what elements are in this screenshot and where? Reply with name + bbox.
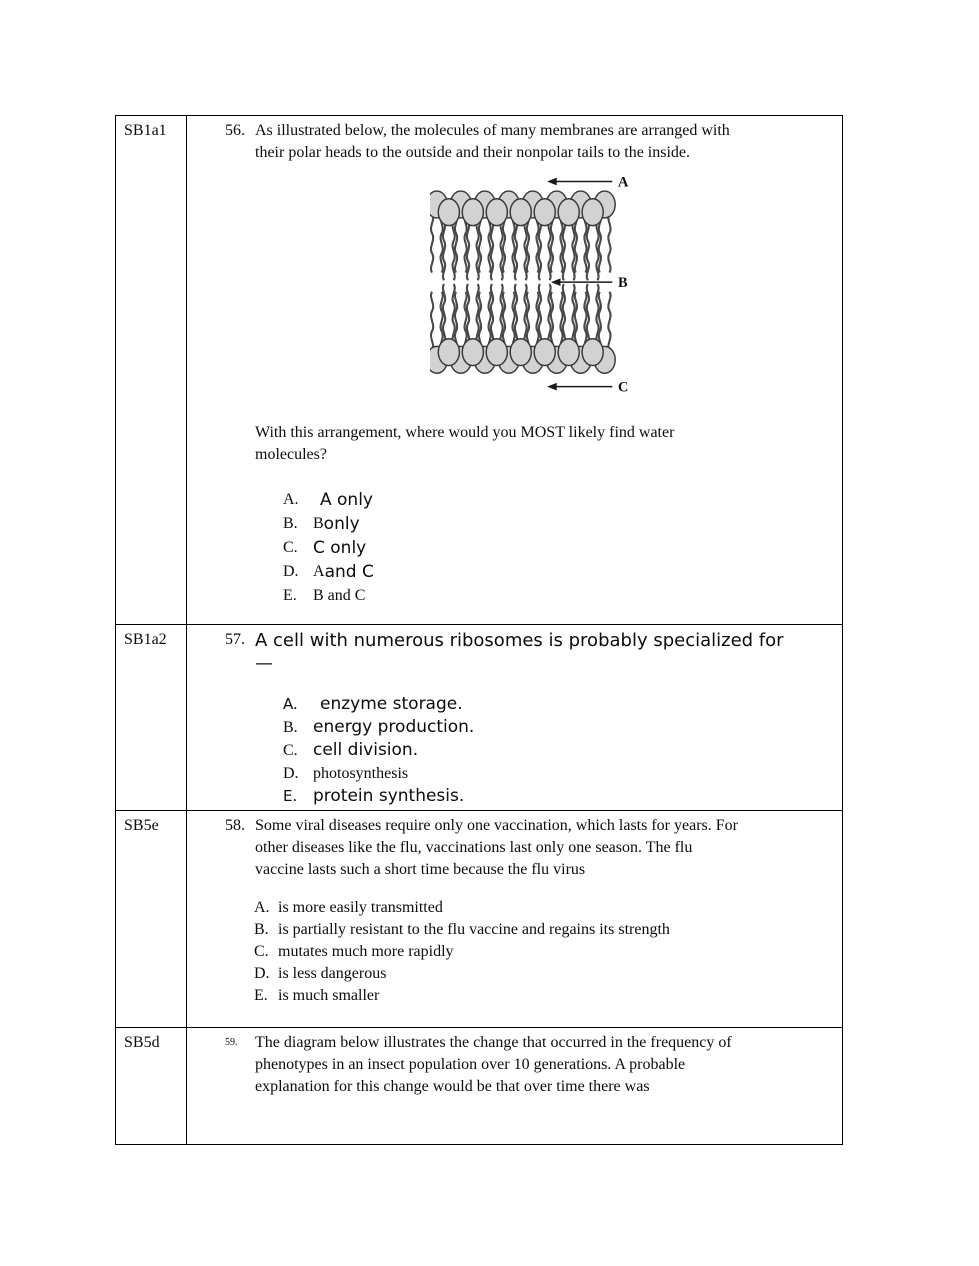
- standard-cell: SB5d: [116, 1028, 187, 1144]
- question-number: 57.: [225, 631, 245, 648]
- option-row: [283, 693, 834, 716]
- option-row: [283, 488, 834, 512]
- option-row: [283, 584, 834, 608]
- label-c: C: [618, 379, 629, 396]
- option-letter: E.: [283, 787, 298, 805]
- options-list: [283, 488, 834, 608]
- option-row: [254, 897, 834, 919]
- option-letter: C.: [283, 742, 298, 759]
- followup-question: [255, 422, 785, 466]
- option-row: [283, 762, 834, 785]
- question-cell: [187, 116, 842, 624]
- label-b: B: [618, 274, 628, 291]
- standard-cell: SB5e: [116, 811, 187, 1027]
- option-row: [283, 560, 834, 584]
- option-text: mutates much more rapidly: [278, 943, 454, 960]
- option-row: [283, 536, 834, 560]
- option-text: enzyme storage.: [320, 694, 463, 714]
- question-text-line: explanation for this change would be that over time there was: [255, 1078, 650, 1095]
- question-cell: [187, 811, 842, 1027]
- option-letter: D.: [283, 563, 299, 580]
- option-row: [254, 985, 834, 1007]
- option-row: [283, 739, 834, 762]
- standard-cell: SB1a1: [116, 116, 187, 624]
- question-cell: [187, 1028, 842, 1144]
- followup-line: With this arrangement, where would you MOST likely find water: [255, 424, 675, 441]
- option-text: is much smaller: [278, 987, 380, 1004]
- question-59: [225, 1032, 834, 1098]
- option-text: energy production.: [313, 717, 475, 737]
- label-a: A: [618, 174, 629, 191]
- question-text-line: Some viral diseases require only one vaccination, which lasts for years. For: [255, 817, 738, 834]
- option-letter: B.: [254, 921, 269, 938]
- question-58: [225, 815, 834, 881]
- option-row: [283, 716, 834, 739]
- option-letter: A.: [254, 899, 270, 916]
- option-row: [254, 963, 834, 985]
- arrow-b: [551, 278, 612, 286]
- question-number: 59.: [225, 1037, 238, 1048]
- option-text: only: [323, 514, 360, 534]
- membrane-diagram: [430, 170, 670, 402]
- question-text-line: As illustrated below, the molecules of many membranes are arranged with: [255, 122, 730, 139]
- option-text: is less dangerous: [278, 965, 387, 982]
- question-text-line: other diseases like the flu, vaccinations last only one season. The flu: [255, 839, 693, 856]
- option-text: protein synthesis.: [313, 786, 465, 806]
- option-text: A: [313, 563, 325, 580]
- options-list: [254, 897, 834, 1007]
- table-row: [116, 624, 842, 810]
- question-text-line: phenotypes in an insect population over 10 generations. A probable: [255, 1056, 686, 1073]
- lipid-top-front-row: [438, 199, 603, 280]
- question-text: [255, 120, 834, 164]
- option-row: [254, 941, 834, 963]
- question-text-line: The diagram below illustrates the change that occurred in the frequency of: [255, 1034, 732, 1051]
- option-letter: C.: [283, 539, 298, 556]
- question-table: [115, 115, 843, 1145]
- question-number: 56.: [225, 122, 245, 139]
- arrow-c: [547, 383, 612, 391]
- option-text: B: [313, 515, 324, 532]
- option-letter: D.: [254, 965, 270, 982]
- option-text: cell division.: [313, 740, 419, 760]
- question-text-line: vaccine lasts such a short time because the flu virus: [255, 861, 586, 878]
- arrow-a: [547, 178, 612, 186]
- followup-line: molecules?: [255, 446, 327, 463]
- table-row: [116, 810, 842, 1027]
- option-text: B and C: [313, 587, 366, 604]
- option-letter: B.: [283, 719, 298, 736]
- question-text: [255, 815, 834, 881]
- question-cell: [187, 625, 842, 810]
- table-row: [116, 1027, 842, 1144]
- question-text: A cell with numerous ribosomes is probably specialized for: [255, 630, 784, 651]
- option-text: photosynthesis: [313, 765, 409, 782]
- option-letter: E.: [283, 587, 297, 604]
- question-57: [225, 629, 834, 653]
- option-row: [283, 785, 834, 808]
- option-text: A only: [320, 490, 373, 510]
- question-number: 58.: [225, 817, 245, 834]
- option-letter: A.: [283, 491, 299, 508]
- question-56: [225, 120, 834, 164]
- option-letter: D.: [283, 765, 299, 782]
- table-row: [116, 116, 842, 624]
- option-letter: B.: [283, 515, 298, 532]
- option-text: is more easily transmitted: [278, 899, 443, 916]
- standard-cell: SB1a2: [116, 625, 187, 810]
- option-row: [254, 919, 834, 941]
- question-text-line: their polar heads to the outside and their nonpolar tails to the inside.: [255, 144, 691, 161]
- option-text: and C: [324, 562, 374, 582]
- option-row: [283, 512, 834, 536]
- option-text: is partially resistant to the flu vaccine and regains its strength: [278, 921, 670, 938]
- option-letter: C.: [254, 943, 269, 960]
- question-dash: —: [255, 653, 273, 674]
- question-text: [255, 1032, 834, 1098]
- option-letter: E.: [254, 987, 268, 1004]
- option-text: C only: [313, 538, 367, 558]
- option-letter: A.: [283, 695, 298, 713]
- options-list: [283, 693, 834, 808]
- lipid-bottom-front-row: [438, 284, 603, 365]
